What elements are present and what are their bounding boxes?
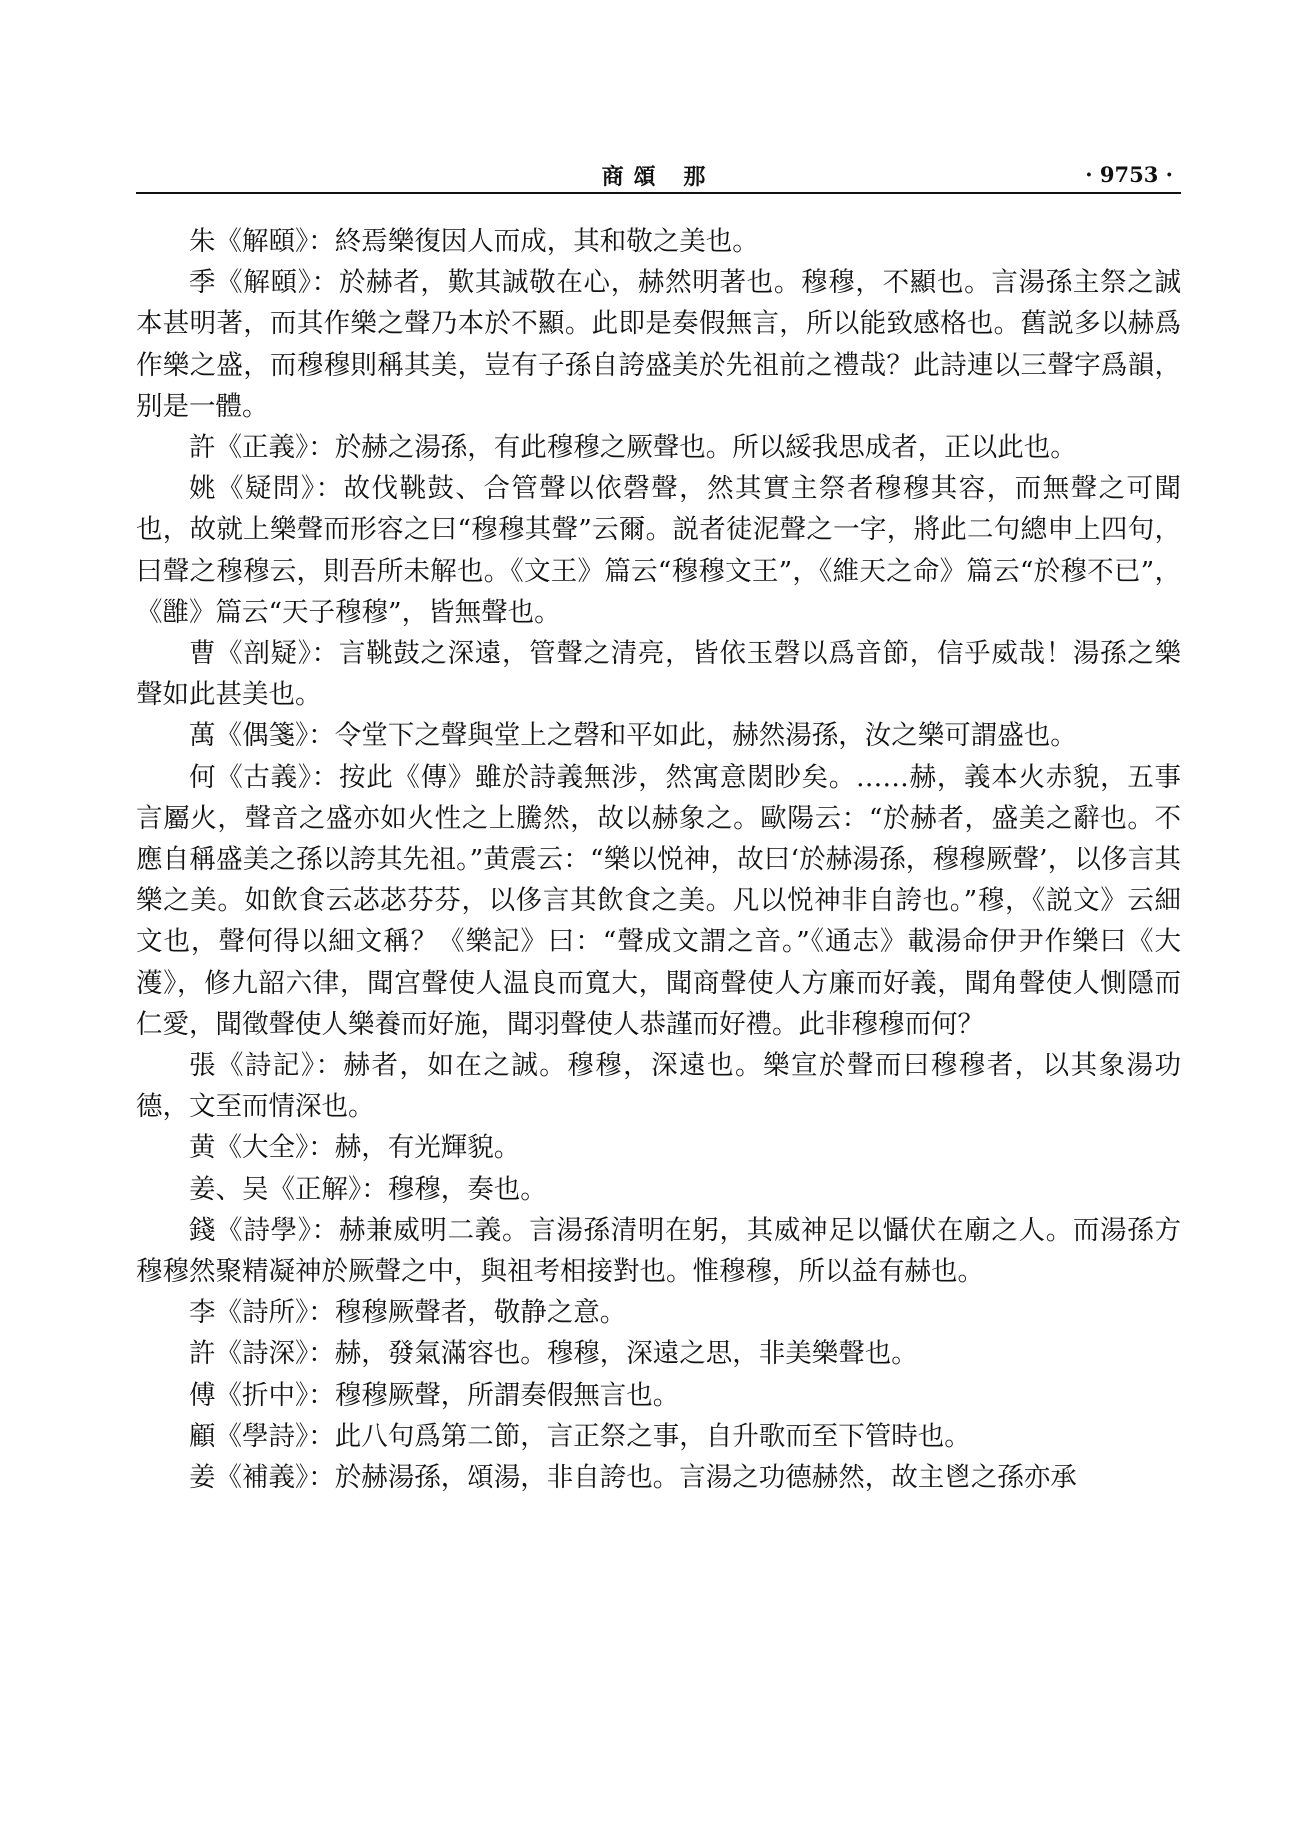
running-title: 商頌 那 (601, 164, 716, 190)
body-text (136, 221, 1181, 1498)
commentary-xu-zhengyi: 許《正義》：於赫之湯孫，有此穆穆之厥聲也。所以綏我思成者，正以此也。 (189, 432, 1077, 464)
page-header (136, 152, 1181, 194)
commentary-wan-oujian: 萬《偶箋》：令堂下之聲與堂上之磬和平如此，赫然湯孫，汝之樂可謂盛也。 (189, 720, 1077, 752)
commentary-zhu-jieyi: 朱《解頤》：終焉樂復因人而成，其和敬之美也。 (189, 226, 759, 257)
commentary-huang-daquan: 黄《大全》：赫，有光輝貌。 (189, 1132, 521, 1164)
commentary-zhang-shiji: 張《詩記》：赫者，如在之誠。穆穆，深遠也。樂宣於聲而曰穆穆者，以其象湯功德，文至而情深也。 (136, 1050, 1181, 1123)
commentary-yao-yiwen: 姚《疑問》：故伐鞉鼓、合管聲以依磬聲，然其實主祭者穆穆其容，而無聲之可聞也，故就上樂聲而形容之曰“穆穆其聲”云爾。説者徒泥聲之一字，將此二句總申上四句，曰聲之穆穆云，則吾所未解也。《文王》篇云“穆穆文王”，《維天之命》篇云“於穆不已”，《雝》篇云“天子穆穆”，皆無聲也。 (136, 473, 1181, 628)
commentary-li-shisuo: 李《詩所》：穆穆厥聲者，敬静之意。 (189, 1297, 627, 1329)
page-number: · 9753 · (1085, 162, 1173, 187)
commentary-fu-zhezhong: 傅《折中》：穆穆厥聲，所謂奏假無言也。 (189, 1379, 680, 1411)
commentary-jiang-buyi: 姜《補義》：於赫湯孫，頌湯，非自誇也。言湯之功德赫然，故主鬯之孫亦承 (189, 1462, 1077, 1494)
commentary-ji-jieyi: 季《解頤》：於赫者，歎其誠敬在心，赫然明著也。穆穆，不顯也。言湯孫主祭之誠本甚明著，而其作樂之聲乃本於不顯。此即是奏假無言，所以能致感格也。舊説多以赫爲作樂之盛，而穆穆則稱其美，豈有子孫自誇盛美於先祖前之禮哉？此詩連以三聲字爲韻，别是一體。 (136, 267, 1181, 422)
commentary-xu-shishen: 許《詩深》：赫，發氣滿容也。穆穆，深遠之思，非美樂聲也。 (189, 1338, 918, 1370)
commentary-jiang-wu-zhengjie: 姜、吴《正解》：穆穆，奏也。 (189, 1173, 547, 1205)
commentary-qian-shixue: 錢《詩學》：赫兼威明二義。言湯孫清明在躬，其威神足以懾伏在廟之人。而湯孫方穆穆然聚精凝神於厥聲之中，與祖考相接對也。惟穆穆，所以益有赫也。 (136, 1214, 1181, 1288)
commentary-he-guyi: 何《古義》：按此《傳》雖於詩義無涉，然寓意閎眇矣。……赫，義本火赤貌，五事言屬火，聲音之盛亦如火性之上騰然，故以赫象之。歐陽云：“於赫者，盛美之辭也。不應自稱盛美之孫以誇其先祖。”黄震云：“樂以悦神，故曰‘於赫湯孫，穆穆厥聲’，以侈言其樂之美。如飲食云苾苾芬芬，以侈言其飲食之美。凡以悦神非自誇也。”穆，《説文》云細文也，聲何得以細文稱？《樂記》曰：“聲成文謂之音。”《通志》載湯命伊尹作樂曰《大濩》，修九韶六律，聞宫聲使人温良而寬大，聞商聲使人方廉而好義，聞角聲使人惻隱而仁愛，聞徵聲使人樂養而好施，聞羽聲使人恭謹而好禮。此非穆穆而何？ (136, 761, 1181, 1040)
commentary-cao-pouyi: 曹《剖疑》：言鞉鼓之深遠，管聲之清亮，皆依玉磬以爲音節，信乎威哉！湯孫之樂聲如此甚美也。 (136, 638, 1181, 711)
commentary-gu-xueshi: 顧《學詩》：此八句爲第二節，言正祭之事，自升歌而至下管時也。 (189, 1420, 971, 1452)
